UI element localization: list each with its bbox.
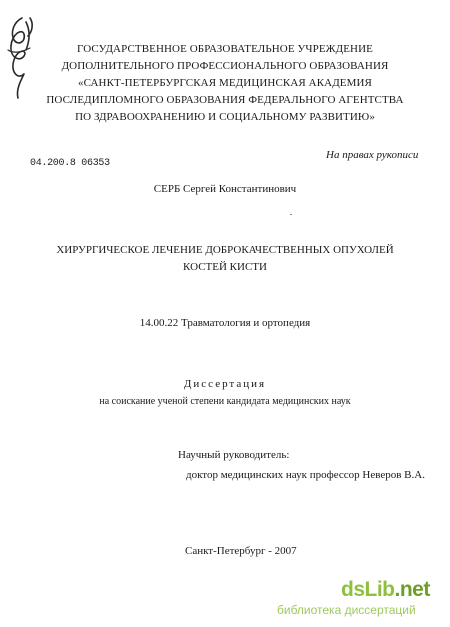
institution-line-4: ПОСЛЕДИПЛОМНОГО ОБРАЗОВАНИЯ ФЕДЕРАЛЬНОГО АГЕНТСТВА [46, 94, 404, 106]
dslib-logo [341, 578, 430, 602]
rights-note: На правах рукописи [326, 149, 419, 161]
institution-line-3: «САНКТ-ПЕТЕРБУРГСКАЯ МЕДИЦИНСКАЯ АКАДЕМИЯ [78, 77, 372, 89]
document-type: Диссертация [183, 378, 267, 390]
dslib-subtitle: библиотека диссертаций [277, 603, 416, 617]
dslib-logo-tld: .net [394, 578, 430, 601]
scan-speck [290, 214, 292, 215]
specialty-code: 14.00.22 Травматология и ортопедия [139, 317, 311, 329]
institution-line-5: ПО ЗДРАВООХРАНЕНИЮ И СОЦИАЛЬНОМУ РАЗВИТИЮ» [75, 111, 375, 123]
dissertation-title-line-1: ХИРУРГИЧЕСКОЕ ЛЕЧЕНИЕ ДОБРОКАЧЕСТВЕННЫХ ОПУХОЛЕЙ [56, 244, 394, 256]
dissertation-title-line-2: КОСТЕЙ КИСТИ [183, 261, 267, 273]
supervisor-name: доктор медицинских наук профессор Неверов В.А. [186, 469, 425, 481]
institution-line-1: ГОСУДАРСТВЕННОЕ ОБРАЗОВАТЕЛЬНОЕ УЧРЕЖДЕНИЕ [77, 43, 373, 55]
place-year: Санкт-Петербург - 2007 [185, 545, 297, 557]
dslib-watermark [263, 578, 448, 622]
library-stamp-code: 04.200.8 06353 [30, 158, 110, 169]
dslib-logo-name: dsLib [341, 578, 395, 601]
institution-line-2: ДОПОЛНИТЕЛЬНОГО ПРОФЕССИОНАЛЬНОГО ОБРАЗОВАНИЯ [61, 60, 389, 72]
degree-statement: на соискание ученой степени кандидата медицинских наук [99, 396, 351, 407]
author-name: СЕРБ Сергей Константинович [153, 183, 297, 195]
supervisor-label: Научный руководитель: [178, 449, 290, 461]
